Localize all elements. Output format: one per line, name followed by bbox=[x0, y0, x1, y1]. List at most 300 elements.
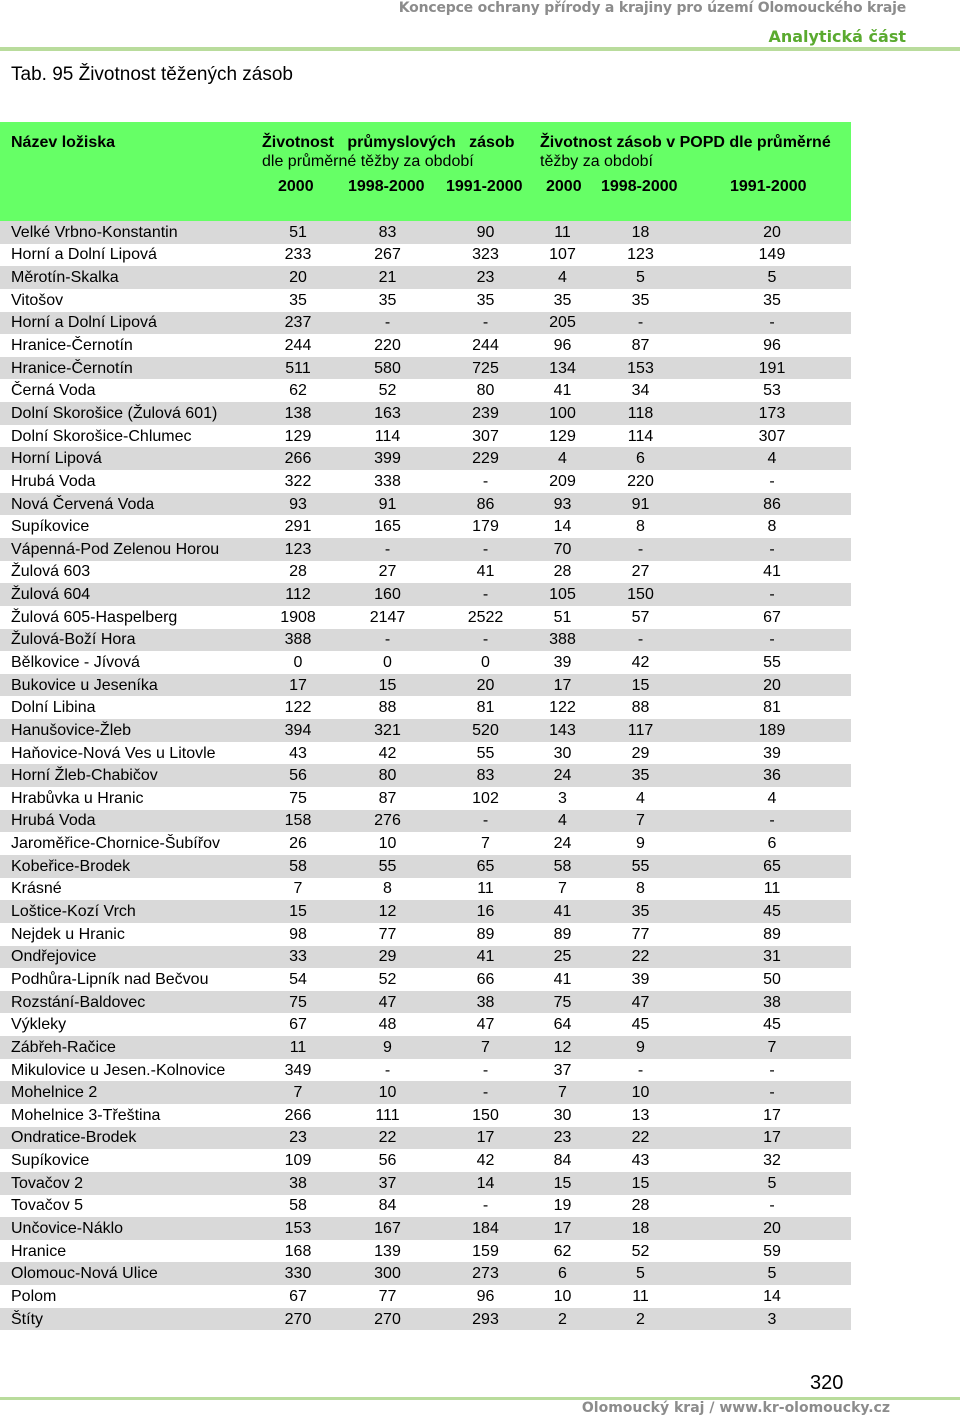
value-cell: 12 bbox=[341, 900, 434, 923]
deposit-name-cell: Žulová 605-Haspelberg bbox=[0, 606, 255, 629]
value-cell: 24 bbox=[537, 832, 588, 855]
value-cell: 220 bbox=[341, 334, 434, 357]
value-cell: 89 bbox=[537, 923, 588, 946]
deposit-name-cell: Podhůra-Lipník nad Bečvou bbox=[0, 968, 255, 991]
value-cell: 38 bbox=[255, 1172, 341, 1195]
value-cell: 276 bbox=[341, 810, 434, 833]
value-cell: 38 bbox=[693, 991, 851, 1014]
value-cell: 118 bbox=[588, 402, 693, 425]
deposit-name-cell: Vitošov bbox=[0, 289, 255, 312]
value-cell: 6 bbox=[693, 832, 851, 855]
value-cell: 163 bbox=[341, 402, 434, 425]
deposit-name-cell: Bukovice u Jeseníka bbox=[0, 674, 255, 697]
value-cell: 75 bbox=[255, 991, 341, 1014]
value-cell: 24 bbox=[537, 764, 588, 787]
value-cell: 17 bbox=[255, 674, 341, 697]
value-cell: 129 bbox=[537, 425, 588, 448]
value-cell: 153 bbox=[255, 1217, 341, 1240]
value-cell: 102 bbox=[434, 787, 537, 810]
value-cell: 41 bbox=[434, 561, 537, 584]
value-cell: 80 bbox=[434, 379, 537, 402]
value-cell: 388 bbox=[537, 629, 588, 652]
value-cell: 14 bbox=[537, 515, 588, 538]
table-row bbox=[0, 900, 851, 923]
table-row bbox=[0, 561, 851, 584]
value-cell: 30 bbox=[537, 1104, 588, 1127]
group-header-popd-line1: Životnost zásob v POPD dle průměrné bbox=[540, 134, 831, 151]
value-cell: 399 bbox=[341, 447, 434, 470]
value-cell: 117 bbox=[588, 719, 693, 742]
value-cell: 15 bbox=[588, 1172, 693, 1195]
value-cell: 270 bbox=[255, 1308, 341, 1331]
deposit-name-cell: Jaroměřice-Chornice-Šubířov bbox=[0, 832, 255, 855]
deposit-name-cell: Mohelnice 2 bbox=[0, 1081, 255, 1104]
value-cell: - bbox=[341, 538, 434, 561]
deposit-name-cell: Černá Voda bbox=[0, 379, 255, 402]
value-cell: 57 bbox=[588, 606, 693, 629]
value-cell: 41 bbox=[537, 968, 588, 991]
lifetime-table bbox=[0, 221, 851, 1330]
value-cell: 17 bbox=[434, 1127, 537, 1150]
value-cell: 0 bbox=[434, 651, 537, 674]
value-cell: 29 bbox=[341, 946, 434, 969]
value-cell: 23 bbox=[434, 266, 537, 289]
value-cell: 143 bbox=[537, 719, 588, 742]
deposit-name-cell: Dolní Skorošice (Žulová 601) bbox=[0, 402, 255, 425]
deposit-name-cell: Hranice bbox=[0, 1240, 255, 1263]
deposit-name-cell: Hanušovice-Žleb bbox=[0, 719, 255, 742]
value-cell: 10 bbox=[341, 1081, 434, 1104]
value-cell: 4 bbox=[537, 266, 588, 289]
value-cell: 35 bbox=[588, 764, 693, 787]
value-cell: 88 bbox=[341, 696, 434, 719]
table-row bbox=[0, 402, 851, 425]
value-cell: 18 bbox=[588, 1217, 693, 1240]
value-cell: 122 bbox=[255, 696, 341, 719]
value-cell: 23 bbox=[255, 1127, 341, 1150]
table-row bbox=[0, 1059, 851, 1082]
period-header: 1998-2000 bbox=[348, 178, 425, 195]
value-cell: 6 bbox=[588, 447, 693, 470]
value-cell: 55 bbox=[588, 855, 693, 878]
value-cell: 322 bbox=[255, 470, 341, 493]
value-cell: 93 bbox=[255, 493, 341, 516]
deposit-name-cell: Polom bbox=[0, 1285, 255, 1308]
value-cell: - bbox=[588, 629, 693, 652]
value-cell: 10 bbox=[537, 1285, 588, 1308]
value-cell: 4 bbox=[693, 447, 851, 470]
value-cell: 22 bbox=[588, 946, 693, 969]
value-cell: 220 bbox=[588, 470, 693, 493]
value-cell: - bbox=[341, 1059, 434, 1082]
value-cell: 7 bbox=[693, 1036, 851, 1059]
deposit-name-cell: Olomouc-Nová Ulice bbox=[0, 1262, 255, 1285]
value-cell: 4 bbox=[588, 787, 693, 810]
value-cell: 7 bbox=[537, 1081, 588, 1104]
value-cell: 349 bbox=[255, 1059, 341, 1082]
value-cell: - bbox=[693, 1195, 851, 1218]
table-row bbox=[0, 719, 851, 742]
value-cell: 65 bbox=[434, 855, 537, 878]
table-row bbox=[0, 674, 851, 697]
value-cell: 41 bbox=[537, 379, 588, 402]
group-header-industrial-line2: dle průměrné těžby za období bbox=[262, 153, 474, 170]
value-cell: 159 bbox=[434, 1240, 537, 1263]
value-cell: 98 bbox=[255, 923, 341, 946]
value-cell: 77 bbox=[588, 923, 693, 946]
value-cell: 5 bbox=[693, 1262, 851, 1285]
value-cell: 300 bbox=[341, 1262, 434, 1285]
value-cell: 35 bbox=[693, 289, 851, 312]
value-cell: 54 bbox=[255, 968, 341, 991]
value-cell: 67 bbox=[255, 1013, 341, 1036]
value-cell: 12 bbox=[537, 1036, 588, 1059]
table-row bbox=[0, 1240, 851, 1263]
value-cell: 123 bbox=[588, 244, 693, 267]
value-cell: 6 bbox=[537, 1262, 588, 1285]
value-cell: 105 bbox=[537, 583, 588, 606]
value-cell: 266 bbox=[255, 447, 341, 470]
value-cell: 28 bbox=[537, 561, 588, 584]
value-cell: 41 bbox=[537, 900, 588, 923]
value-cell: 123 bbox=[255, 538, 341, 561]
value-cell: 96 bbox=[434, 1285, 537, 1308]
value-cell: 37 bbox=[341, 1172, 434, 1195]
deposit-name-cell: Žulová-Boží Hora bbox=[0, 629, 255, 652]
value-cell: 48 bbox=[341, 1013, 434, 1036]
table-row bbox=[0, 244, 851, 267]
value-cell: 165 bbox=[341, 515, 434, 538]
value-cell: 520 bbox=[434, 719, 537, 742]
table-row bbox=[0, 470, 851, 493]
value-cell: 9 bbox=[588, 1036, 693, 1059]
table-row bbox=[0, 991, 851, 1014]
document-header-subtitle: Analytická část bbox=[768, 27, 906, 46]
value-cell: 21 bbox=[341, 266, 434, 289]
deposit-name-cell: Velké Vrbno-Konstantin bbox=[0, 221, 255, 244]
value-cell: 2 bbox=[537, 1308, 588, 1331]
value-cell: 7 bbox=[434, 832, 537, 855]
value-cell: 5 bbox=[693, 266, 851, 289]
value-cell: 7 bbox=[588, 810, 693, 833]
value-cell: 35 bbox=[588, 900, 693, 923]
table-row bbox=[0, 515, 851, 538]
value-cell: - bbox=[693, 810, 851, 833]
value-cell: 51 bbox=[537, 606, 588, 629]
table-row bbox=[0, 923, 851, 946]
value-cell: 62 bbox=[255, 379, 341, 402]
value-cell: 233 bbox=[255, 244, 341, 267]
table-row bbox=[0, 1308, 851, 1331]
value-cell: 91 bbox=[588, 493, 693, 516]
value-cell: 90 bbox=[434, 221, 537, 244]
value-cell: 134 bbox=[537, 357, 588, 380]
value-cell: 388 bbox=[255, 629, 341, 652]
value-cell: 229 bbox=[434, 447, 537, 470]
deposit-name-cell: Horní a Dolní Lipová bbox=[0, 312, 255, 335]
deposit-name-cell: Tovačov 5 bbox=[0, 1195, 255, 1218]
value-cell: 8 bbox=[588, 878, 693, 901]
value-cell: 75 bbox=[255, 787, 341, 810]
deposit-name-cell: Ondřejovice bbox=[0, 946, 255, 969]
value-cell: 17 bbox=[693, 1104, 851, 1127]
value-cell: 62 bbox=[537, 1240, 588, 1263]
value-cell: 139 bbox=[341, 1240, 434, 1263]
period-header: 1991-2000 bbox=[730, 178, 807, 195]
value-cell: 25 bbox=[537, 946, 588, 969]
value-cell: 36 bbox=[693, 764, 851, 787]
deposit-name-cell: Tovačov 2 bbox=[0, 1172, 255, 1195]
value-cell: 11 bbox=[588, 1285, 693, 1308]
deposit-name-cell: Dolní Skorošice-Chlumec bbox=[0, 425, 255, 448]
deposit-name-cell: Horní Žleb-Chabičov bbox=[0, 764, 255, 787]
value-cell: 31 bbox=[693, 946, 851, 969]
table-row bbox=[0, 855, 851, 878]
value-cell: 17 bbox=[537, 674, 588, 697]
value-cell: 55 bbox=[693, 651, 851, 674]
deposit-name-cell: Haňovice-Nová Ves u Litovle bbox=[0, 742, 255, 765]
value-cell: 86 bbox=[434, 493, 537, 516]
value-cell: 338 bbox=[341, 470, 434, 493]
value-cell: 86 bbox=[693, 493, 851, 516]
table-row bbox=[0, 493, 851, 516]
value-cell: 330 bbox=[255, 1262, 341, 1285]
value-cell: 205 bbox=[537, 312, 588, 335]
value-cell: 30 bbox=[537, 742, 588, 765]
value-cell: 80 bbox=[341, 764, 434, 787]
value-cell: 32 bbox=[693, 1149, 851, 1172]
document-header-title: Koncepce ochrany přírody a krajiny pro území Olomouckého kraje bbox=[398, 0, 906, 16]
value-cell: 511 bbox=[255, 357, 341, 380]
value-cell: 50 bbox=[693, 968, 851, 991]
value-cell: 23 bbox=[537, 1127, 588, 1150]
value-cell: 41 bbox=[434, 946, 537, 969]
value-cell: 7 bbox=[255, 1081, 341, 1104]
value-cell: 67 bbox=[693, 606, 851, 629]
value-cell: - bbox=[434, 1081, 537, 1104]
table-row bbox=[0, 629, 851, 652]
value-cell: - bbox=[693, 1081, 851, 1104]
value-cell: 9 bbox=[341, 1036, 434, 1059]
value-cell: 15 bbox=[588, 674, 693, 697]
deposit-name-cell: Horní a Dolní Lipová bbox=[0, 244, 255, 267]
value-cell: 96 bbox=[537, 334, 588, 357]
value-cell: 84 bbox=[341, 1195, 434, 1218]
value-cell: 39 bbox=[588, 968, 693, 991]
value-cell: 55 bbox=[341, 855, 434, 878]
value-cell: 122 bbox=[537, 696, 588, 719]
value-cell: 17 bbox=[693, 1127, 851, 1150]
value-cell: 168 bbox=[255, 1240, 341, 1263]
deposit-name-cell: Krásné bbox=[0, 878, 255, 901]
value-cell: 41 bbox=[693, 561, 851, 584]
table-row bbox=[0, 538, 851, 561]
deposit-name-cell: Hrubá Voda bbox=[0, 810, 255, 833]
value-cell: 45 bbox=[588, 1013, 693, 1036]
table-row bbox=[0, 946, 851, 969]
value-cell: 84 bbox=[537, 1149, 588, 1172]
value-cell: - bbox=[693, 1059, 851, 1082]
value-cell: 394 bbox=[255, 719, 341, 742]
value-cell: - bbox=[434, 1059, 537, 1082]
value-cell: 58 bbox=[255, 1195, 341, 1218]
value-cell: 15 bbox=[341, 674, 434, 697]
value-cell: 77 bbox=[341, 923, 434, 946]
value-cell: 66 bbox=[434, 968, 537, 991]
table-title: Tab. 95 Životnost těžených zásob bbox=[11, 64, 293, 85]
value-cell: 7 bbox=[434, 1036, 537, 1059]
value-cell: 45 bbox=[693, 900, 851, 923]
value-cell: 52 bbox=[588, 1240, 693, 1263]
value-cell: 2 bbox=[588, 1308, 693, 1331]
value-cell: - bbox=[434, 470, 537, 493]
deposit-name-cell: Výkleky bbox=[0, 1013, 255, 1036]
deposit-name-cell: Nová Červená Voda bbox=[0, 493, 255, 516]
period-header: 1991-2000 bbox=[446, 178, 523, 195]
table-row bbox=[0, 696, 851, 719]
value-cell: 8 bbox=[588, 515, 693, 538]
value-cell: 27 bbox=[588, 561, 693, 584]
value-cell: 56 bbox=[341, 1149, 434, 1172]
period-header: 2000 bbox=[278, 178, 314, 195]
value-cell: - bbox=[434, 810, 537, 833]
value-cell: 15 bbox=[255, 900, 341, 923]
value-cell: - bbox=[341, 629, 434, 652]
value-cell: 22 bbox=[588, 1127, 693, 1150]
value-cell: 34 bbox=[588, 379, 693, 402]
value-cell: 267 bbox=[341, 244, 434, 267]
value-cell: 4 bbox=[693, 787, 851, 810]
value-cell: 88 bbox=[588, 696, 693, 719]
table-row bbox=[0, 312, 851, 335]
table-row bbox=[0, 832, 851, 855]
value-cell: 0 bbox=[341, 651, 434, 674]
value-cell: 38 bbox=[434, 991, 537, 1014]
value-cell: 67 bbox=[255, 1285, 341, 1308]
value-cell: 109 bbox=[255, 1149, 341, 1172]
value-cell: 11 bbox=[255, 1036, 341, 1059]
value-cell: 16 bbox=[434, 900, 537, 923]
group-header-industrial-line1: Životnost průmyslových zásob bbox=[262, 134, 515, 151]
value-cell: 244 bbox=[434, 334, 537, 357]
deposit-name-cell: Supíkovice bbox=[0, 1149, 255, 1172]
value-cell: - bbox=[693, 629, 851, 652]
value-cell: 51 bbox=[255, 221, 341, 244]
deposit-name-cell: Měrotín-Skalka bbox=[0, 266, 255, 289]
value-cell: 0 bbox=[255, 651, 341, 674]
value-cell: 26 bbox=[255, 832, 341, 855]
value-cell: - bbox=[341, 312, 434, 335]
period-header: 1998-2000 bbox=[601, 178, 678, 195]
table-row bbox=[0, 1217, 851, 1240]
table-row bbox=[0, 379, 851, 402]
deposit-name-cell: Žulová 604 bbox=[0, 583, 255, 606]
value-cell: 55 bbox=[434, 742, 537, 765]
value-cell: 114 bbox=[588, 425, 693, 448]
table-row bbox=[0, 1036, 851, 1059]
table-row bbox=[0, 742, 851, 765]
value-cell: - bbox=[693, 312, 851, 335]
table-row bbox=[0, 764, 851, 787]
value-cell: 28 bbox=[588, 1195, 693, 1218]
value-cell: 42 bbox=[341, 742, 434, 765]
value-cell: 87 bbox=[341, 787, 434, 810]
value-cell: 91 bbox=[341, 493, 434, 516]
value-cell: - bbox=[693, 538, 851, 561]
value-cell: 39 bbox=[693, 742, 851, 765]
value-cell: 5 bbox=[588, 266, 693, 289]
page-number: 320 bbox=[810, 1372, 844, 1394]
value-cell: 53 bbox=[693, 379, 851, 402]
value-cell: - bbox=[434, 538, 537, 561]
deposit-name-cell: Mohelnice 3-Třeština bbox=[0, 1104, 255, 1127]
table-row bbox=[0, 357, 851, 380]
table-row bbox=[0, 1172, 851, 1195]
value-cell: 160 bbox=[341, 583, 434, 606]
value-cell: 7 bbox=[537, 878, 588, 901]
value-cell: 58 bbox=[537, 855, 588, 878]
value-cell: 20 bbox=[693, 1217, 851, 1240]
value-cell: 42 bbox=[434, 1149, 537, 1172]
value-cell: 96 bbox=[693, 334, 851, 357]
value-cell: - bbox=[434, 1195, 537, 1218]
value-cell: - bbox=[434, 583, 537, 606]
value-cell: 20 bbox=[693, 674, 851, 697]
deposit-name-cell: Štíty bbox=[0, 1308, 255, 1331]
value-cell: 47 bbox=[434, 1013, 537, 1036]
value-cell: 39 bbox=[537, 651, 588, 674]
value-cell: 14 bbox=[434, 1172, 537, 1195]
table-row bbox=[0, 810, 851, 833]
value-cell: 17 bbox=[537, 1217, 588, 1240]
header-divider bbox=[0, 47, 960, 51]
value-cell: 83 bbox=[341, 221, 434, 244]
value-cell: 11 bbox=[434, 878, 537, 901]
value-cell: 5 bbox=[693, 1172, 851, 1195]
value-cell: 14 bbox=[693, 1285, 851, 1308]
value-cell: - bbox=[693, 470, 851, 493]
value-cell: 179 bbox=[434, 515, 537, 538]
deposit-name-cell: Mikulovice u Jesen.-Kolnovice bbox=[0, 1059, 255, 1082]
value-cell: 56 bbox=[255, 764, 341, 787]
value-cell: 273 bbox=[434, 1262, 537, 1285]
deposit-name-cell: Hrabůvka u Hranic bbox=[0, 787, 255, 810]
table-row bbox=[0, 1013, 851, 1036]
value-cell: 11 bbox=[693, 878, 851, 901]
table-row bbox=[0, 968, 851, 991]
deposit-name-cell: Zábřeh-Račice bbox=[0, 1036, 255, 1059]
value-cell: 114 bbox=[341, 425, 434, 448]
value-cell: 27 bbox=[341, 561, 434, 584]
deposit-name-cell: Ondratice-Brodek bbox=[0, 1127, 255, 1150]
value-cell: 129 bbox=[255, 425, 341, 448]
value-cell: 191 bbox=[693, 357, 851, 380]
value-cell: 77 bbox=[341, 1285, 434, 1308]
table-row bbox=[0, 266, 851, 289]
value-cell: 2522 bbox=[434, 606, 537, 629]
value-cell: 5 bbox=[588, 1262, 693, 1285]
value-cell: - bbox=[434, 312, 537, 335]
value-cell: 18 bbox=[588, 221, 693, 244]
value-cell: 8 bbox=[693, 515, 851, 538]
table-row bbox=[0, 1081, 851, 1104]
deposit-name-cell: Rozstání-Baldovec bbox=[0, 991, 255, 1014]
value-cell: 9 bbox=[588, 832, 693, 855]
table-header bbox=[0, 122, 851, 221]
value-cell: 64 bbox=[537, 1013, 588, 1036]
value-cell: 15 bbox=[537, 1172, 588, 1195]
value-cell: 22 bbox=[341, 1127, 434, 1150]
